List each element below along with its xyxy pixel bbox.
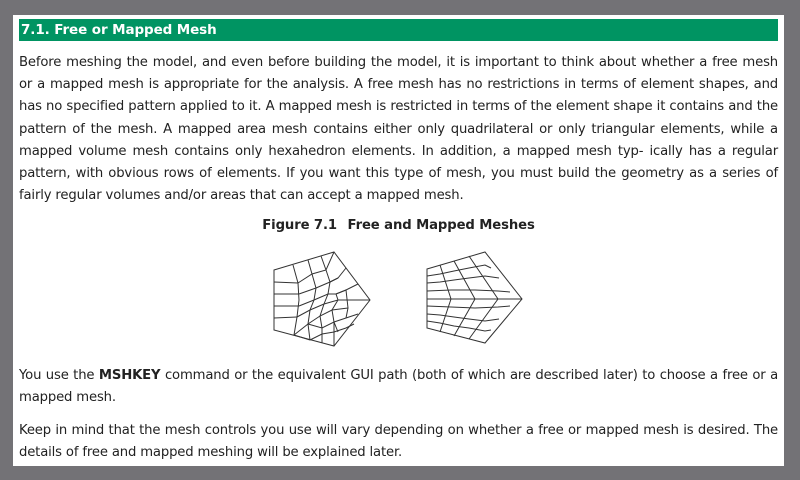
section-heading-text: 7.1. Free or Mapped Mesh (21, 22, 217, 38)
mshkey-text-after: command or the equivalent GUI path (both of which are described later) to choose a free or a mapped mesh. (19, 368, 778, 406)
section-heading (19, 19, 778, 41)
intro-paragraph: Before meshing the model, and even before building the model, it is important to think about whether a free mesh or a mapped mesh is appropriate for the analysis. A free mesh has no restrictions in terms of element shapes, and has no specified pattern applied to it. A mapped mesh is restricted in terms of the element shape it contains and the pattern of the mesh. A mapped area mesh contains either only quadrilateral or only triangular elements, while a mapped volume mesh contains only hexahedron elements. In addition, a mapped mesh typ- ically has a regular pattern, with obvious rows of elements. If you want this type of mesh, you must build the geometry as a series of fairly regular volumes and/or areas that can accept a mapped mesh. (19, 55, 778, 204)
free-mesh-image (268, 248, 388, 353)
mshkey-command: MSHKEY (98, 368, 161, 383)
figure-label: Figure 7.1 (262, 218, 337, 233)
mshkey-text-before: You use the (19, 368, 99, 383)
figure-caption (13, 218, 784, 233)
mshkey-paragraph (19, 365, 778, 409)
figure-title: Free and Mapped Meshes (347, 218, 535, 233)
mapped-mesh-image (421, 248, 541, 353)
document-page (13, 15, 784, 466)
closing-paragraph: Keep in mind that the mesh controls you use will vary depending on whether a free or mapped mesh is desired. The details of free and mapped meshing will be explained later. (19, 423, 778, 461)
